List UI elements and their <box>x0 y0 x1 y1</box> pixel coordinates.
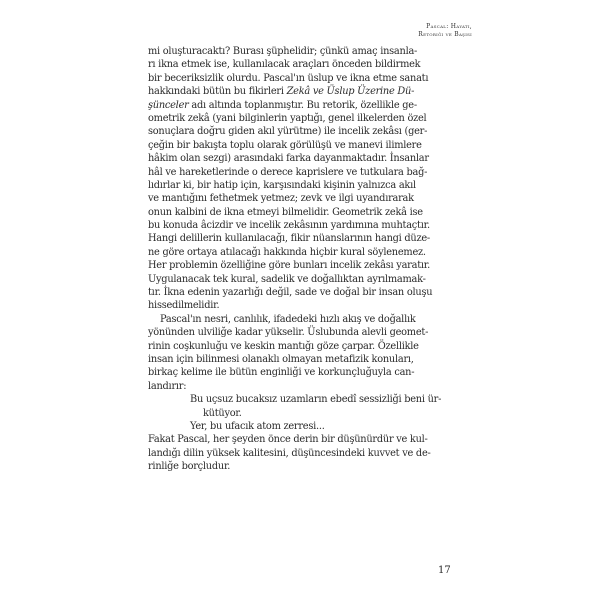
text-segment: hakkındaki bütün bu fikirleri <box>148 86 284 98</box>
text-line: mi oluşturacaktı? Burası şüphelidir; çünkü amaç insanla- <box>148 46 418 57</box>
text-line <box>148 85 454 98</box>
text-line: bu konuda âcizdir ve incelik zekâsının yardımına muhtaçtır. <box>148 220 430 232</box>
text-line: birkaç kelime ile bütün enginliği ve korkunçluğuyla can- <box>148 367 415 379</box>
text-line: hâl ve hareketlerinde o derece kaprislere ve tutkulara bağ- <box>148 166 428 178</box>
quote-line: Bu uçsuz bucaksız uzamların ebedî sessizliği beni ür- <box>190 394 442 406</box>
text-line: lıdırlar ki, bir hatip için, karşısındaki kişinin yalnızca akıl <box>148 179 416 191</box>
body-text <box>148 45 454 474</box>
text-line: yönünden ulviliğe kadar yükselir. Üslubunda alevli geomet- <box>148 327 429 339</box>
text-line: bir beceriksizlik olurdu. Pascal'ın üslup ve ikna etme sanatı <box>148 72 429 84</box>
text-line: Hangi delillerin kullanılacağı, fikir nüanslarının hangi düze- <box>148 233 430 245</box>
text-line: ve mantığını fethetmek yetmez; zevk ve ilgi uyandırarak <box>148 193 414 205</box>
running-head-line-2: Retoriği ve Başısı <box>418 31 472 38</box>
paragraph-first-line: Pascal'ın nesri, canlılık, ifadedeki hızlı akış ve doğallık <box>160 313 416 325</box>
running-head-line-1: Pascal: Hayatı, <box>426 23 472 30</box>
text-line: landırır: <box>148 380 187 392</box>
text-line: rı ikna etmek ise, kullanılacak araçları önceden bildirmek <box>148 59 421 71</box>
quote-line: Yer, bu ufacık atom zerresi... <box>190 420 325 432</box>
text-line: tır. İkna edenin yazarlığı değil, sade ve doğal bir insan oluşu <box>148 287 433 299</box>
text-line: çeğin bir bakışta toplu olarak görülüşü ve manevi ilimlere <box>148 139 422 151</box>
text-line: rinin coşkunluğu ve keskin mantığı göze çarpar. Özellikle <box>148 340 419 352</box>
work-title: Zekâ ve Üslup Üzerine Dü- <box>286 86 415 98</box>
quote-line: kütüyor. <box>203 407 242 419</box>
text-line: ne göre ortaya atılacağı hakkında hiçbir kural söylenemez. <box>148 246 426 258</box>
text-line: hissedilmelidir. <box>148 300 220 312</box>
text-line: Uygulanacak tek kural, sadelik ve doğallıktan ayrılmamak- <box>148 273 426 285</box>
running-head <box>418 23 472 39</box>
text-line: onun kalbini de ikna etmeyi bilmelidir. Geometrik zekâ ise <box>148 206 423 218</box>
text-line: ometrik zekâ (yani bilginlerin yaptığı, genel ilkelerden özel <box>148 112 427 124</box>
text-segment: adı altında toplanmıştır. Bu retorik, özellikle ge- <box>191 99 417 111</box>
page-number: 17 <box>438 565 451 576</box>
text-line: Fakat Pascal, her şeyden önce derin bir düşünürdür ve kul- <box>148 434 428 446</box>
work-title-continued: şünceler <box>148 99 189 111</box>
text-line: rinliğe borçludur. <box>148 461 231 473</box>
text-line: insan için bilinmesi olanaklı olmayan metafizik konuları, <box>148 353 414 365</box>
text-line: hâkim olan sezgi) arasındaki farka dayanmaktadır. İnsanlar <box>148 153 429 165</box>
text-line: Her problemin özelliğine göre bunları incelik zekâsı yaratır. <box>148 260 430 272</box>
text-line <box>148 99 454 112</box>
text-line: sonuçlara doğru giden akıl yürütme) ile incelik zekâsı (ger- <box>148 126 428 138</box>
text-line: landığı dilin yüksek kalitesini, düşüncesindeki kuvvet ve de- <box>148 447 431 459</box>
